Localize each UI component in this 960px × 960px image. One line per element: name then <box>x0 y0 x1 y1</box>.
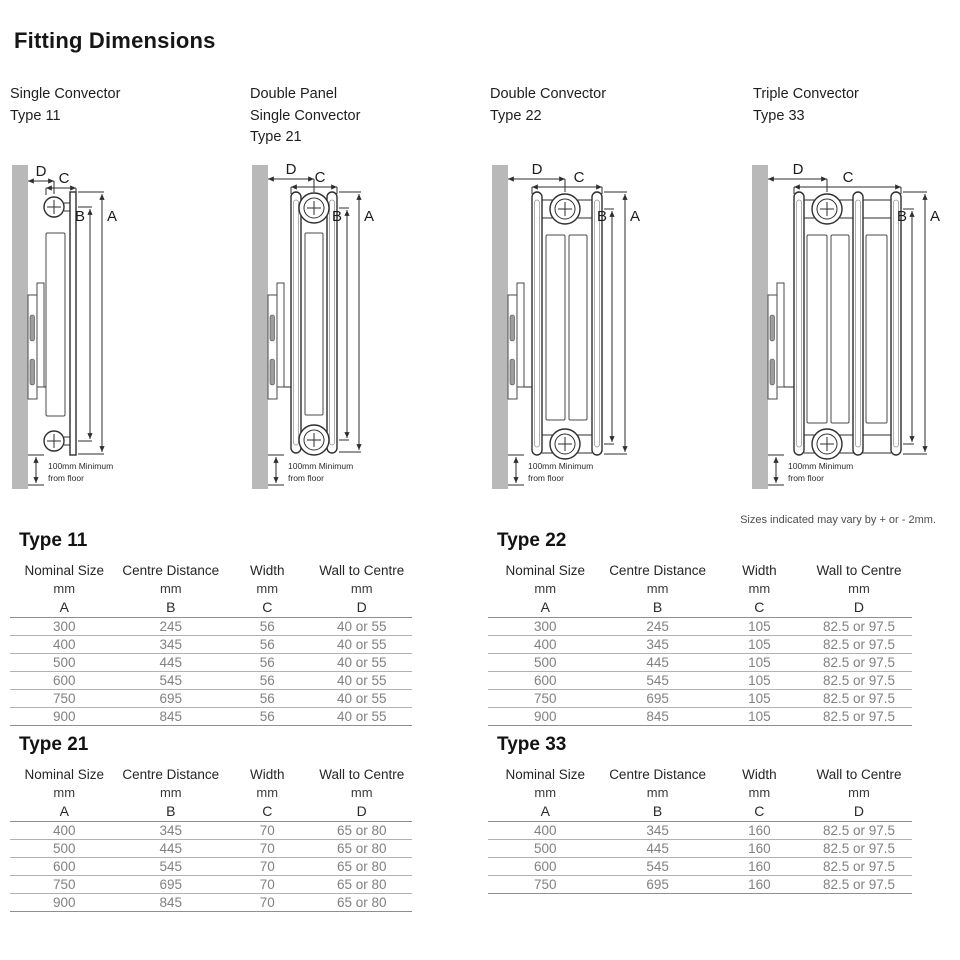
dimensions-table-type-21 <box>10 765 412 912</box>
table-cell: 245 <box>119 618 224 636</box>
column-name: Nominal Size <box>24 563 105 578</box>
column-name: Wall to Centre <box>319 563 405 578</box>
radiator-diagram-type-22 <box>484 163 704 503</box>
table-cell: 160 <box>713 822 806 840</box>
table-cell: 70 <box>223 894 311 912</box>
radiator-cross-section <box>484 163 704 503</box>
table-cell: 56 <box>223 690 311 708</box>
table-row <box>488 840 912 858</box>
floor-note-line-1: 100mm Minimum <box>788 461 854 471</box>
table-cell: 82.5 or 97.5 <box>806 672 912 690</box>
table-row <box>10 690 412 708</box>
column-name: Centre Distance <box>609 563 706 578</box>
table-cell: 400 <box>488 636 602 654</box>
table-cell: 600 <box>488 858 602 876</box>
table-cell: 40 or 55 <box>311 654 412 672</box>
column-header-d <box>806 765 912 822</box>
header-row <box>488 561 912 618</box>
table-row <box>10 618 412 636</box>
column-letter: D <box>311 802 412 822</box>
floor-note-line-1: 100mm Minimum <box>288 461 354 471</box>
column-letter: B <box>119 598 224 618</box>
table-cell: 500 <box>488 840 602 858</box>
column-name: Width <box>250 767 285 782</box>
column-header-d <box>311 561 412 618</box>
dim-label-a: A <box>364 208 375 225</box>
diagram-title-line: Type 11 <box>10 107 61 124</box>
table-cell: 900 <box>10 894 119 912</box>
column-unit: mm <box>748 581 771 596</box>
table-cell: 345 <box>119 822 224 840</box>
table-cell: 345 <box>119 636 224 654</box>
dim-label-c: C <box>58 170 70 187</box>
column-letter: B <box>602 802 712 822</box>
diagram-title-line: Type 33 <box>753 107 805 124</box>
table-cell: 65 or 80 <box>311 822 412 840</box>
column-unit: mm <box>350 785 373 800</box>
table-cell: 500 <box>10 654 119 672</box>
column-unit: mm <box>256 581 279 596</box>
table-cell: 40 or 55 <box>311 672 412 690</box>
table-title: Type 21 <box>19 734 89 755</box>
table-cell: 70 <box>223 822 311 840</box>
table-block-type-21 <box>10 734 412 912</box>
dimensions-table-type-33 <box>488 765 912 894</box>
table-block-type-33 <box>488 734 912 894</box>
table-cell: 65 or 80 <box>311 840 412 858</box>
column-header-d <box>806 561 912 618</box>
column-header-a <box>10 765 119 822</box>
dim-label-b: B <box>896 208 907 225</box>
table-cell: 82.5 or 97.5 <box>806 858 912 876</box>
table-cell: 82.5 or 97.5 <box>806 708 912 726</box>
table-cell: 545 <box>119 672 224 690</box>
column-letter: C <box>713 802 806 822</box>
column-letter: A <box>10 802 119 822</box>
column-letter: C <box>713 598 806 618</box>
table-cell: 500 <box>488 654 602 672</box>
table-title: Type 11 <box>19 530 88 551</box>
table-cell: 82.5 or 97.5 <box>806 876 912 894</box>
table-row <box>488 822 912 840</box>
table-cell: 82.5 or 97.5 <box>806 636 912 654</box>
column-name: Wall to Centre <box>319 767 405 782</box>
dim-label-a: A <box>930 208 941 225</box>
table-cell: 70 <box>223 840 311 858</box>
table-cell: 160 <box>713 858 806 876</box>
diagram-title-line: Double Convector <box>490 86 607 102</box>
table-row <box>488 858 912 876</box>
column-unit: mm <box>53 581 76 596</box>
table-row <box>488 690 912 708</box>
diagram-title-type-22 <box>490 84 715 127</box>
table-cell: 845 <box>119 894 224 912</box>
table-cell: 545 <box>602 858 712 876</box>
table-row <box>10 822 412 840</box>
table-cell: 70 <box>223 858 311 876</box>
table-cell: 695 <box>602 876 712 894</box>
table-cell: 56 <box>223 672 311 690</box>
table-cell: 750 <box>10 876 119 894</box>
table-cell: 105 <box>713 690 806 708</box>
table-cell: 600 <box>10 672 119 690</box>
table-cell: 600 <box>10 858 119 876</box>
table-row <box>10 858 412 876</box>
column-header-c <box>713 765 806 822</box>
table-row <box>10 654 412 672</box>
table-row <box>10 708 412 726</box>
table-row <box>10 840 412 858</box>
table-cell: 65 or 80 <box>311 876 412 894</box>
page-title: Fitting Dimensions <box>14 28 216 53</box>
header-row <box>10 561 412 618</box>
column-letter: C <box>223 802 311 822</box>
table-cell: 345 <box>602 822 712 840</box>
column-name: Nominal Size <box>24 767 105 782</box>
table-cell: 695 <box>119 690 224 708</box>
table-cell: 40 or 55 <box>311 618 412 636</box>
column-header-c <box>223 765 311 822</box>
table-cell: 82.5 or 97.5 <box>806 822 912 840</box>
dimensions-table-type-22 <box>488 561 912 726</box>
dim-label-a: A <box>630 208 641 225</box>
column-unit: mm <box>534 785 557 800</box>
table-cell: 695 <box>119 876 224 894</box>
column-header-a <box>488 765 602 822</box>
floor-note-line-2: from floor <box>48 473 84 483</box>
table-cell: 82.5 or 97.5 <box>806 654 912 672</box>
diagram-title-line: Type 22 <box>490 107 542 124</box>
table-cell: 400 <box>10 636 119 654</box>
dim-label-c: C <box>842 169 854 186</box>
dim-label-d: D <box>792 163 804 178</box>
column-name: Wall to Centre <box>816 767 902 782</box>
tolerance-note: Sizes indicated may vary by + or - 2mm. <box>740 514 936 526</box>
table-row <box>488 618 912 636</box>
diagram-title-type-21 <box>250 84 475 149</box>
column-unit: mm <box>646 581 669 596</box>
dim-label-b: B <box>331 208 342 225</box>
column-letter: D <box>806 802 912 822</box>
column-unit: mm <box>159 785 182 800</box>
table-cell: 545 <box>119 858 224 876</box>
table-row <box>10 672 412 690</box>
table-cell: 750 <box>488 876 602 894</box>
column-header-b <box>602 765 712 822</box>
radiator-cross-section <box>744 163 960 503</box>
table-cell: 900 <box>488 708 602 726</box>
dim-label-d: D <box>531 163 543 178</box>
table-title: Type 22 <box>497 530 567 551</box>
table-cell: 56 <box>223 636 311 654</box>
header-row <box>10 765 412 822</box>
header-row <box>488 765 912 822</box>
dim-label-b: B <box>74 208 85 225</box>
table-cell: 105 <box>713 708 806 726</box>
table-cell: 40 or 55 <box>311 708 412 726</box>
floor-note-line-1: 100mm Minimum <box>528 461 594 471</box>
radiator-diagram-type-33 <box>744 163 960 503</box>
column-header-d <box>311 765 412 822</box>
table-block-type-11 <box>10 530 412 726</box>
table-cell: 40 or 55 <box>311 636 412 654</box>
table-title: Type 33 <box>497 734 567 755</box>
dim-label-c: C <box>573 169 585 186</box>
radiator-cross-section <box>244 163 464 503</box>
column-letter: A <box>488 802 602 822</box>
diagram-title-line: Single Convector <box>10 86 121 102</box>
table-row <box>488 876 912 894</box>
diagram-title-type-33 <box>753 84 960 127</box>
floor-note-line-2: from floor <box>528 473 564 483</box>
table-cell: 300 <box>10 618 119 636</box>
column-name: Width <box>742 767 777 782</box>
table-cell: 160 <box>713 840 806 858</box>
column-unit: mm <box>534 581 557 596</box>
table-cell: 56 <box>223 618 311 636</box>
table-cell: 82.5 or 97.5 <box>806 618 912 636</box>
table-cell: 56 <box>223 654 311 672</box>
table-cell: 40 or 55 <box>311 690 412 708</box>
table-cell: 845 <box>119 708 224 726</box>
column-name: Centre Distance <box>122 563 220 578</box>
table-row <box>488 708 912 726</box>
column-name: Nominal Size <box>505 563 585 578</box>
table-cell: 56 <box>223 708 311 726</box>
dim-label-a: A <box>107 208 118 225</box>
table-cell: 445 <box>602 840 712 858</box>
diagram-title-line: Double Panel <box>250 86 338 102</box>
table-cell: 105 <box>713 654 806 672</box>
table-cell: 105 <box>713 672 806 690</box>
table-cell: 105 <box>713 618 806 636</box>
column-header-a <box>10 561 119 618</box>
column-unit: mm <box>256 785 279 800</box>
column-name: Width <box>250 563 285 578</box>
column-header-b <box>119 561 224 618</box>
column-name: Centre Distance <box>122 767 220 782</box>
table-row <box>10 636 412 654</box>
table-cell: 695 <box>602 690 712 708</box>
table-cell: 65 or 80 <box>311 858 412 876</box>
column-name: Wall to Centre <box>816 563 902 578</box>
column-unit: mm <box>646 785 669 800</box>
diagram-title-line: Single Convector <box>250 107 361 124</box>
table-cell: 82.5 or 97.5 <box>806 690 912 708</box>
column-letter: D <box>806 598 912 618</box>
column-unit: mm <box>159 581 182 596</box>
column-header-c <box>223 561 311 618</box>
radiator-diagram-type-11 <box>4 163 224 503</box>
column-name: Centre Distance <box>609 767 706 782</box>
column-letter: B <box>602 598 712 618</box>
diagram-title-line: Triple Convector <box>753 86 859 102</box>
radiator-cross-section <box>4 163 224 503</box>
table-cell: 900 <box>10 708 119 726</box>
table-cell: 400 <box>488 822 602 840</box>
table-row <box>488 672 912 690</box>
dim-label-d: D <box>285 163 297 178</box>
column-unit: mm <box>748 785 771 800</box>
column-unit: mm <box>350 581 373 596</box>
column-letter: D <box>311 598 412 618</box>
dim-label-b: B <box>596 208 607 225</box>
table-row <box>488 636 912 654</box>
column-unit: mm <box>53 785 76 800</box>
table-row <box>10 876 412 894</box>
column-header-b <box>602 561 712 618</box>
column-header-a <box>488 561 602 618</box>
table-cell: 845 <box>602 708 712 726</box>
table-row <box>10 894 412 912</box>
column-letter: A <box>10 598 119 618</box>
dim-label-d: D <box>35 163 47 180</box>
table-cell: 545 <box>602 672 712 690</box>
table-block-type-22 <box>488 530 912 726</box>
floor-note-line-2: from floor <box>288 473 324 483</box>
diagram-title-line: Type 21 <box>250 129 302 145</box>
dimensions-table-type-11 <box>10 561 412 726</box>
table-cell: 105 <box>713 636 806 654</box>
column-name: Width <box>742 563 777 578</box>
table-cell: 160 <box>713 876 806 894</box>
table-cell: 345 <box>602 636 712 654</box>
table-cell: 82.5 or 97.5 <box>806 840 912 858</box>
table-cell: 400 <box>10 822 119 840</box>
column-header-c <box>713 561 806 618</box>
table-cell: 445 <box>602 654 712 672</box>
table-row <box>488 654 912 672</box>
table-cell: 245 <box>602 618 712 636</box>
table-cell: 445 <box>119 840 224 858</box>
column-unit: mm <box>848 785 870 800</box>
diagram-title-type-11 <box>10 84 235 127</box>
column-unit: mm <box>848 581 870 596</box>
table-cell: 750 <box>10 690 119 708</box>
table-cell: 65 or 80 <box>311 894 412 912</box>
floor-note-line-1: 100mm Minimum <box>48 461 114 471</box>
table-cell: 750 <box>488 690 602 708</box>
column-letter: C <box>223 598 311 618</box>
table-cell: 300 <box>488 618 602 636</box>
floor-note-line-2: from floor <box>788 473 824 483</box>
column-name: Nominal Size <box>505 767 585 782</box>
column-header-b <box>119 765 224 822</box>
table-cell: 600 <box>488 672 602 690</box>
table-cell: 445 <box>119 654 224 672</box>
table-cell: 500 <box>10 840 119 858</box>
column-letter: A <box>488 598 602 618</box>
column-letter: B <box>119 802 224 822</box>
table-cell: 70 <box>223 876 311 894</box>
dim-label-c: C <box>314 169 326 186</box>
radiator-diagram-type-21 <box>244 163 464 503</box>
